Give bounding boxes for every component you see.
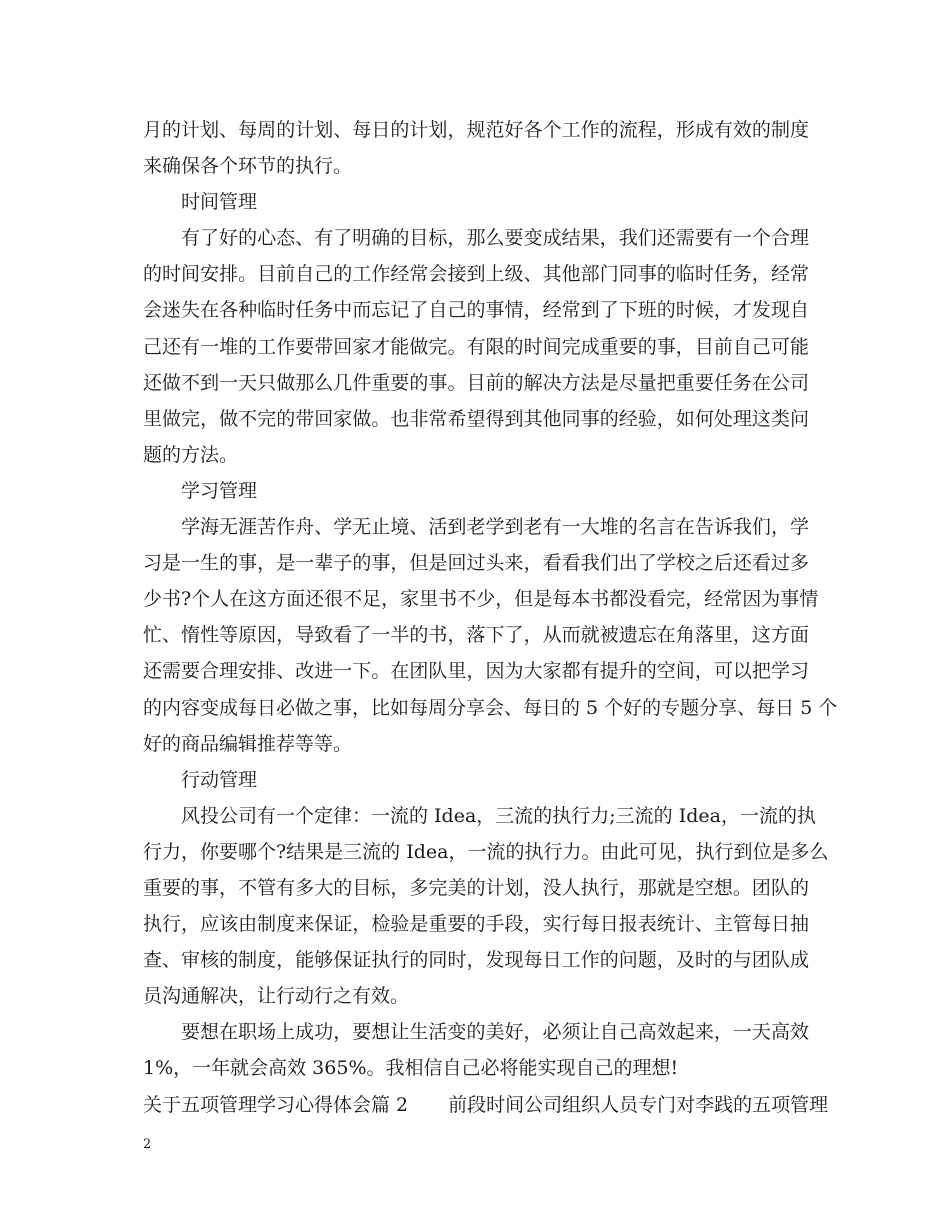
paragraph-line: 少书?个人在这方面还很不足，家里书不少，但是每本书都没看完，经常因为事情 bbox=[143, 588, 819, 611]
paragraph-line: 题的方法。 bbox=[143, 443, 239, 466]
paragraph-line: 有了好的心态、有了明确的目标，那么要变成结果，我们还需要有一个合理 bbox=[181, 227, 809, 250]
paragraph-line: 风投公司有一个定律：一流的 Idea，三流的执行力;三流的 Idea，一流的执 bbox=[181, 804, 816, 827]
page-number: 2 bbox=[143, 1137, 152, 1152]
paragraph-line: 要想在职场上成功，要想让生活变的美好，必须让自己高效起来，一天高效 bbox=[181, 1021, 809, 1044]
paragraph-line: 的时间安排。目前自己的工作经常会接到上级、其他部门同事的临时任务，经常 bbox=[143, 263, 809, 286]
paragraph-line: 员沟通解决，让行动行之有效。 bbox=[143, 985, 410, 1008]
document-body bbox=[143, 112, 838, 1123]
paragraph-line: 的内容变成每日必做之事，比如每周分享会、每日的 5 个好的专题分享、每日 5 个 bbox=[143, 696, 838, 719]
paragraph-line: 还做不到一天只做那么几件重要的事。目前的解决方法是尽量把重要任务在公司 bbox=[143, 371, 809, 394]
article-intro: 前段时间公司组织人员专门对李践的五项管理 bbox=[448, 1093, 829, 1116]
paragraph-line: 查、审核的制度，能够保证执行的同时，发现每日工作的问题，及时的与团队成 bbox=[143, 949, 809, 972]
paragraph-line: 月的计划、每周的计划、每日的计划，规范好各个工作的流程，形成有效的制度 bbox=[143, 119, 809, 141]
paragraph-line: 重要的事，不管有多大的目标，多完美的计划，没人执行，那就是空想。团队的 bbox=[143, 876, 809, 899]
paragraph-line: 来确保各个环节的执行。 bbox=[143, 155, 353, 178]
paragraph-line: 执行，应该由制度来保证，检验是重要的手段，实行每日报表统计、主管每日抽 bbox=[143, 913, 809, 936]
paragraph-line: 1%，一年就会高效 365%。我相信自己必将能实现自己的理想! bbox=[143, 1057, 679, 1080]
paragraph-line: 忙、惰性等原因，导致看了一半的书，落下了，从而就被遗忘在角落里，这方面 bbox=[143, 624, 809, 647]
article-title: 关于五项管理学习心得体会篇 2 bbox=[143, 1093, 409, 1116]
section-heading-time-management: 时间管理 bbox=[181, 191, 258, 214]
paragraph-line: 里做完，做不完的带回家做。也非常希望得到其他同事的经验，如何处理这类问 bbox=[143, 407, 809, 430]
paragraph-line: 行力，你要哪个?结果是三流的 Idea，一流的执行力。由此可见，执行到位是多么 bbox=[143, 840, 829, 863]
section-heading-action-management: 行动管理 bbox=[181, 768, 258, 791]
section-heading-learning-management: 学习管理 bbox=[181, 479, 258, 502]
paragraph-line: 学海无涯苦作舟、学无止境、活到老学到老有一大堆的名言在告诉我们，学 bbox=[181, 516, 809, 539]
paragraph-line: 习是一生的事，是一辈子的事，但是回过头来，看看我们出了学校之后还看过多 bbox=[143, 552, 809, 575]
paragraph-line: 好的商品编辑推荐等等。 bbox=[143, 732, 353, 755]
paragraph-line: 还需要合理安排、改进一下。在团队里，因为大家都有提升的空间，可以把学习 bbox=[143, 660, 809, 683]
paragraph-line: 己还有一堆的工作要带回家才能做完。有限的时间完成重要的事，目前自己可能 bbox=[143, 335, 809, 358]
paragraph-line: 会迷失在各种临时任务中而忘记了自己的事情，经常到了下班的时候，才发现自 bbox=[143, 299, 809, 322]
article-title-line bbox=[143, 1087, 829, 1123]
